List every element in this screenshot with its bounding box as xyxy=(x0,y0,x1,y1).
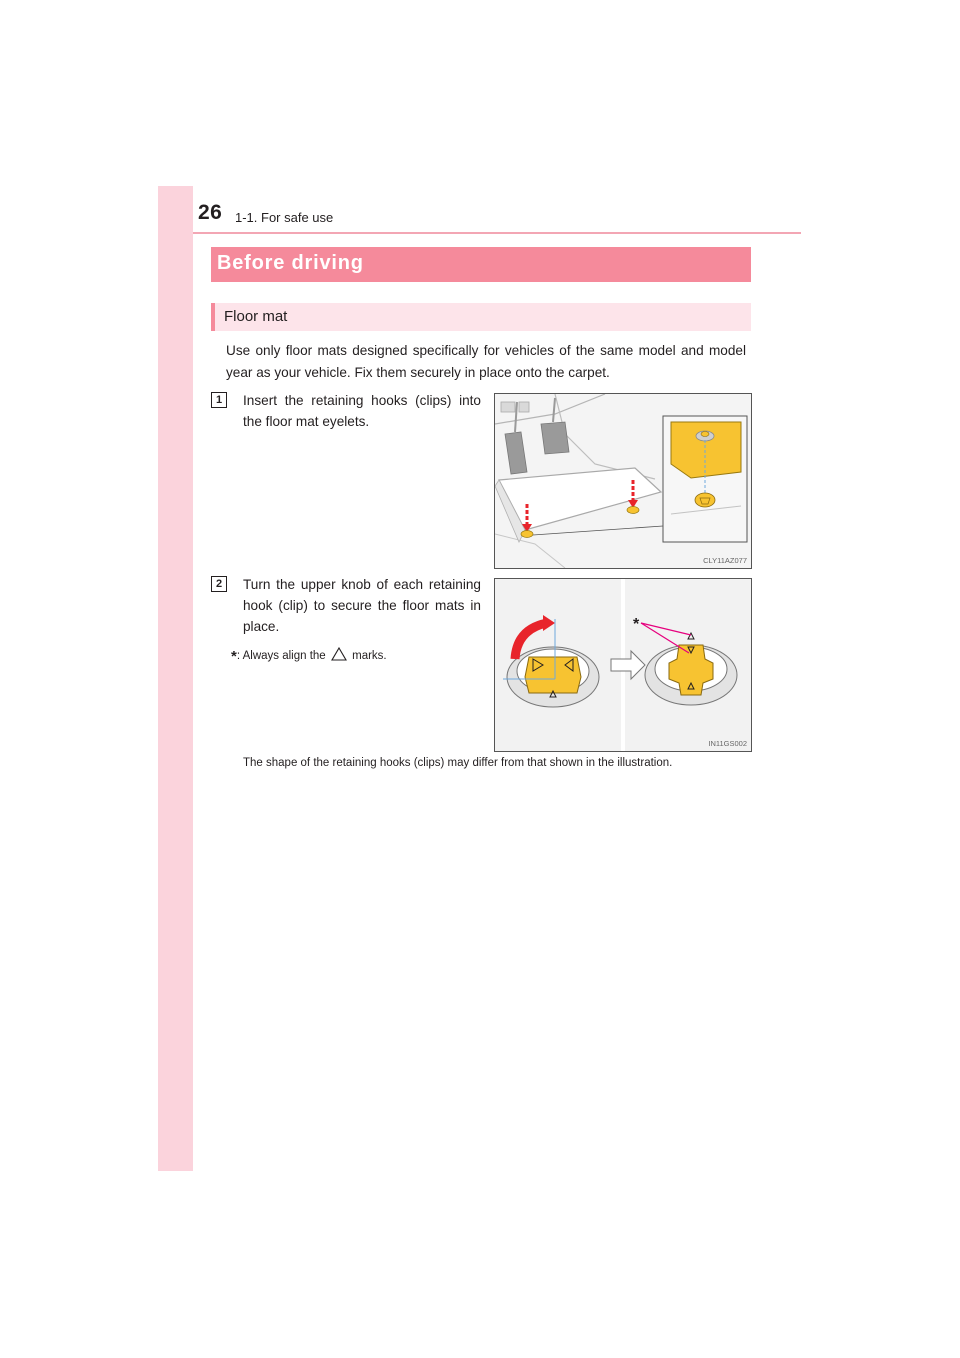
note-star: * xyxy=(231,648,237,665)
figure-2-code: IN11GS002 xyxy=(708,739,747,748)
page-number: 26 xyxy=(198,201,223,224)
subsection-heading xyxy=(211,303,751,331)
alignment-note xyxy=(231,647,387,665)
subsection-title: Floor mat xyxy=(224,308,288,325)
step-1-number: 1 xyxy=(211,392,227,408)
callout-star: * xyxy=(633,616,640,633)
side-band xyxy=(158,186,193,1171)
figure-floor-mat-hooks xyxy=(494,393,752,569)
figure-clip-rotation xyxy=(494,578,752,752)
chapter-title: 1-1. For safe use xyxy=(235,210,334,225)
section-heading xyxy=(211,247,751,282)
section-title: Before driving xyxy=(217,252,364,274)
step-2-text: Turn the upper knob of each retaining hook (clip) to secure the floor mats in place. xyxy=(243,577,481,634)
note-text-before: : Always align the xyxy=(236,650,326,662)
intro-paragraph: Use only floor mats designed specifically for vehicles of the same model and model year as your vehicle. Fix them securely in place onto the carpet. xyxy=(226,343,746,380)
illustration-caption: The shape of the retaining hooks (clips) may differ from that shown in the illustration. xyxy=(243,757,673,769)
step-1-text: Insert the retaining hooks (clips) into the floor mat eyelets. xyxy=(243,393,481,429)
header-rule xyxy=(193,232,801,234)
note-text-after: marks. xyxy=(352,650,387,662)
clip-rotation-illustration xyxy=(495,579,751,751)
step-2-number: 2 xyxy=(211,576,227,592)
figure-1-code: CLY11AZ077 xyxy=(703,556,747,565)
triangle-mark-icon xyxy=(331,647,347,661)
floor-mat-illustration xyxy=(495,394,751,568)
